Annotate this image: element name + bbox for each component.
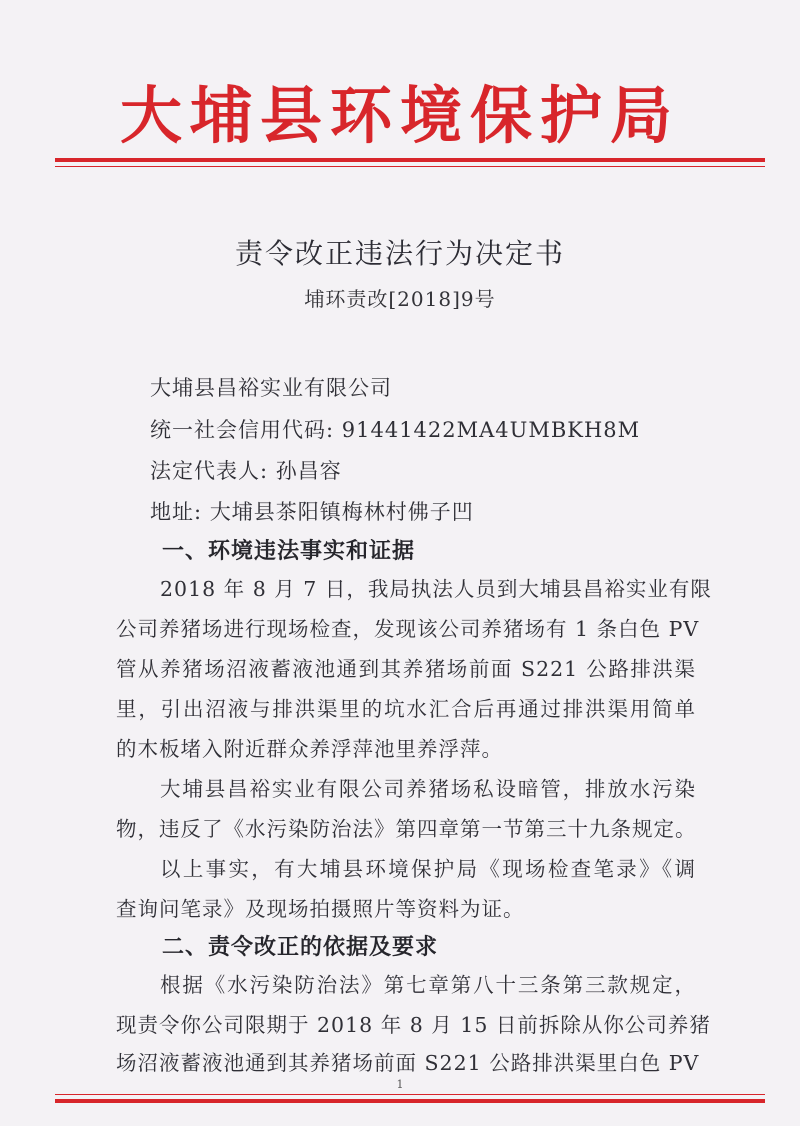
paragraph-line: 公司养猪场进行现场检查，发现该公司养猪场有 1 条白色 PV xyxy=(116,617,700,641)
paragraph-line: 管从养猪场沼液蓄液池通到其养猪场前面 S221 公路排洪渠 xyxy=(116,657,696,681)
recipient-address: 地址: 大埔县茶阳镇梅林村佛子凹 xyxy=(150,500,474,524)
paragraph-line: 现责令你公司限期于 2018 年 8 月 15 日前拆除从你公司养猪 xyxy=(116,1013,711,1037)
document-number: 埔环责改[2018]9号 xyxy=(304,287,496,311)
section-2-heading: 二、责令改正的依据及要求 xyxy=(162,935,439,960)
recipient-credit-code: 统一社会信用代码: 91441422MA4UMBKH8M xyxy=(150,418,641,442)
paragraph-line: 场沼液蓄液池通到其养猪场前面 S221 公路排洪渠里白色 PV xyxy=(116,1051,700,1075)
paragraph-line: 物，违反了《水污染防治法》第四章第一节第三十九条规定。 xyxy=(116,817,697,841)
paragraph-line: 以上事实，有大埔县环境保护局《现场检查笔录》《调 xyxy=(160,857,696,881)
paragraph-line: 查询问笔录》及现场拍摄照片等资料为证。 xyxy=(116,897,525,921)
paragraph-line: 2018 年 8 月 7 日，我局执法人员到大埔县昌裕实业有限 xyxy=(160,577,712,601)
header-rule-thin xyxy=(55,166,765,167)
agency-header: 大埔县环境保护局 xyxy=(119,79,680,152)
paragraph-line: 的木板堵入附近群众养浮萍池里养浮萍。 xyxy=(116,737,503,761)
footer-rule-thick xyxy=(55,1099,765,1103)
paragraph-line: 里，引出沼液与排洪渠里的坑水汇合后再通过排洪渠用简单 xyxy=(116,697,696,721)
recipient-company: 大埔县昌裕实业有限公司 xyxy=(150,376,392,400)
paragraph-line: 根据《水污染防治法》第七章第八十三条第三款规定， xyxy=(160,973,696,997)
section-1-heading: 一、环境违法事实和证据 xyxy=(162,539,416,564)
document-title: 责令改正违法行为决定书 xyxy=(234,237,565,270)
page-number: 1 xyxy=(396,1078,404,1091)
paragraph-line: 大埔县昌裕实业有限公司养猪场私设暗管，排放水污染 xyxy=(160,777,696,801)
header-rule-thick xyxy=(55,158,765,162)
footer-rule-thin xyxy=(55,1094,765,1095)
recipient-legal-rep: 法定代表人: 孙昌容 xyxy=(150,459,342,483)
